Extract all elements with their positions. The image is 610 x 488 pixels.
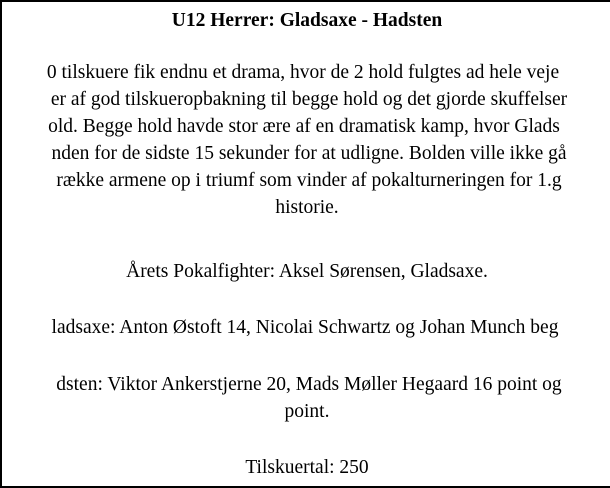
paragraph-line: er af god tilskueropbakning til begge hold og det gjorde skuffelser (50, 89, 568, 110)
article-title: U12 Herrer: Gladsaxe - Hadsten (171, 10, 443, 31)
paragraph-line: historie. (275, 197, 339, 218)
paragraph-line: 0 tilskuere fik endnu et drama, hvor de 2 hold fulgtes ad hele veje (46, 62, 560, 83)
hadsten-scorers-line: dsten: Viktor Ankerstjerne 20, Mads Møller Hegaard 16 point og (56, 374, 562, 395)
paragraph-line: nden for de sidste 15 sekunder for at udligne. Bolden ville ikke gå (51, 143, 567, 164)
pokalfighter-text: Årets Pokalfighter: Aksel Sørensen, Gladsaxe. (126, 261, 488, 282)
paragraph-line: række armene op i triumf som vinder af pokalturneringen for 1.g (56, 170, 562, 191)
hadsten-scorers-line: point. (284, 401, 330, 422)
gladsaxe-scorers: ladsaxe: Anton Østoft 14, Nicolai Schwartz og Johan Munch beg (51, 317, 559, 338)
paragraph-line: old. Begge hold havde stor ære af en dramatisk kamp, hvor Glads (48, 116, 560, 137)
attendance-text: Tilskuertal: 250 (245, 457, 369, 478)
